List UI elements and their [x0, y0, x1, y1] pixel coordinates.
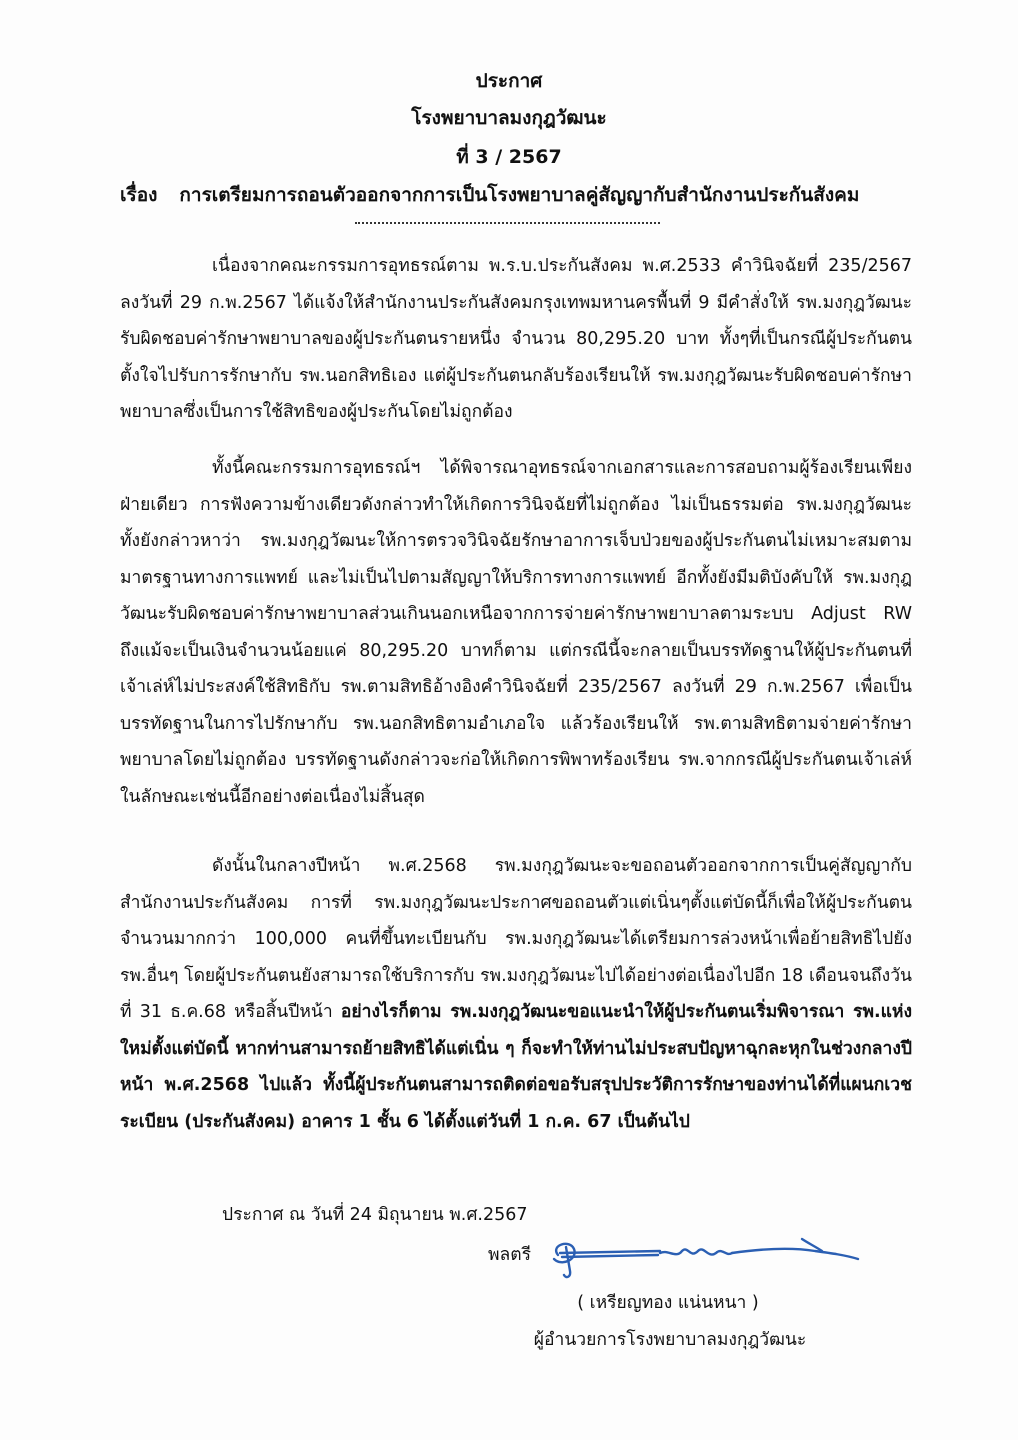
signature-strokes — [554, 1239, 858, 1277]
announcement-date: ประกาศ ณ วันที่ 24 มิถุนายน พ.ศ.2567 — [222, 1205, 528, 1225]
announcement-heading: ประกาศ — [475, 70, 543, 92]
signer-rank: พลตรี — [488, 1245, 532, 1265]
paragraph-2 — [120, 450, 912, 815]
handwritten-signature — [540, 1225, 870, 1285]
dotted-divider — [355, 222, 660, 224]
paragraph-3 — [120, 848, 912, 1140]
signer-name: ( เหรียญทอง แน่นหนา ) — [577, 1293, 759, 1313]
signer-position: ผู้อำนวยการโรงพยาบาลมงกุฎวัฒนะ — [533, 1330, 807, 1350]
paragraph-3-text — [120, 848, 912, 1140]
subject-text: การเตรียมการถอนตัวออกจากการเป็นโรงพยาบาลคู่สัญญากับสำนักงานประกันสังคม — [179, 184, 860, 206]
announcement-number: ที่ 3 / 2567 — [456, 146, 562, 168]
paragraph-3-normal: ดังนั้นในกลางปีหน้า พ.ศ.2568 รพ.มงกุฎวัฒนะจะขอถอนตัวออกจากการเป็นคู่สัญญากับสำนักงานประกันสังคม การที่ รพ.มงกุฎวัฒนะประกาศขอถอนตัวแต่เนิ่นๆตั้งแต่บัดนี้ก็เพื่อให้ผู้ประกันตนจำนวนมากกว่า 100,000 คนที่ขึ้นทะเบียนกับ รพ.มงกุฎวัฒนะได้เตรียมการล่วงหน้าเพื่อย้ายสิทธิไปยัง รพ.อื่นๆ โดยผู้ประกันตนยังสามารถใช้บริการกับ รพ.มงกุฎวัฒนะไปได้อย่างต่อเนื่องไปอีก 18 เดือนจนถึงวันที่ 31 ธ.ค.68 หรือสิ้นปีหน้า — [120, 856, 912, 1022]
subject-label: เรื่อง — [120, 184, 158, 206]
paragraph-3-bold: อย่างไรก็ตาม รพ.มงกุฎวัฒนะขอแนะนำให้ผู้ประกันตนเริ่มพิจารณา รพ.แห่งใหม่ตั้งแต่บัดนี้ หากท่านสามารถย้ายสิทธิได้แต่เนิ่น ๆ ก็จะทำให้ท่านไม่ประสบปัญหาฉุกละหุกในช่วงกลางปีหน้า พ.ศ.2568 ไปแล้ว ทั้งนี้ผู้ประกันตนสามารถติดต่อขอรับสรุปประวัติการรักษาของท่านได้ที่แผนกเวชระเบียน (ประกันสังคม) อาคาร 1 ชั้น 6 ได้ตั้งแต่วันที่ 1 ก.ค. 67 เป็นต้นไป — [120, 1002, 912, 1132]
subject-line — [120, 180, 920, 210]
paragraph-2-text: ทั้งนี้คณะกรรมการอุทธรณ์ฯ ได้พิจารณาอุทธรณ์จากเอกสารและการสอบถามผู้ร้องเรียนเพียงฝ่ายเดียว การฟังความข้างเดียวดังกล่าวทำให้เกิดการวินิจฉัยที่ไม่ถูกต้อง ไม่เป็นธรรมต่อ รพ.มงกุฎวัฒนะ ทั้งยังกล่าวหาว่า รพ.มงกุฎวัฒนะให้การตรวจวินิจฉัยรักษาอาการเจ็บป่วยของผู้ประกันตนไม่เหมาะสมตามมาตรฐานทางการแพทย์ และไม่เป็นไปตามสัญญาให้บริการทางการแพทย์ อีกทั้งยังมีมติบังคับให้ รพ.มงกุฎวัฒนะรับผิดชอบค่ารักษาพยาบาลส่วนเกินนอกเหนือจากการจ่ายค่ารักษาพยาบาลตามระบบ Adjust RW ถึงแม้จะเป็นเงินจำนวนน้อยแค่ 80,295.20 บาทก็ตาม แต่กรณีนี้จะกลายเป็นบรรทัดฐานให้ผู้ประกันตนที่เจ้าเล่ห์ไม่ประสงค์ใช้สิทธิกับ รพ.ตามสิทธิอ้างอิงคำวินิจฉัยที่ 235/2567 ลงวันที่ 29 ก.พ.2567 เพื่อเป็นบรรทัดฐานในการไปรักษากับ รพ.นอกสิทธิตามอำเภอใจ แล้วร้องเรียนให้ รพ.ตามสิทธิตามจ่ายค่ารักษาพยาบาลโดยไม่ถูกต้อง บรรทัดฐานดังกล่าวจะก่อให้เกิดการพิพาทร้องเรียน รพ.จากกรณีผู้ประกันตนเจ้าเล่ห์ในลักษณะเช่นนี้อีกอย่างต่อเนื่องไม่สิ้นสุด — [120, 458, 912, 807]
paragraph-1 — [120, 248, 912, 431]
paragraph-1-text: เนื่องจากคณะกรรมการอุทธรณ์ตาม พ.ร.บ.ประกันสังคม พ.ศ.2533 คำวินิจฉัยที่ 235/2567 ลงวันที่ 29 ก.พ.2567 ได้แจ้งให้สำนักงานประกันสังคมกรุงเทพมหานครพื้นที่ 9 มีคำสั่งให้ รพ.มงกุฎวัฒนะรับผิดชอบค่ารักษาพยาบาลของผู้ประกันตนรายหนึ่ง จำนวน 80,295.20 บาท ทั้งๆที่เป็นกรณีผู้ประกันตนตั้งใจไปรับการรักษากับ รพ.นอกสิทธิเอง แต่ผู้ประกันตนกลับร้องเรียนให้ รพ.มงกุฎวัฒนะรับผิดชอบค่ารักษาพยาบาลซึ่งเป็นการใช้สิทธิของผู้ประกันโดยไม่ถูกต้อง — [120, 256, 912, 422]
hospital-name: โรงพยาบาลมงกุฎวัฒนะ — [411, 107, 607, 129]
